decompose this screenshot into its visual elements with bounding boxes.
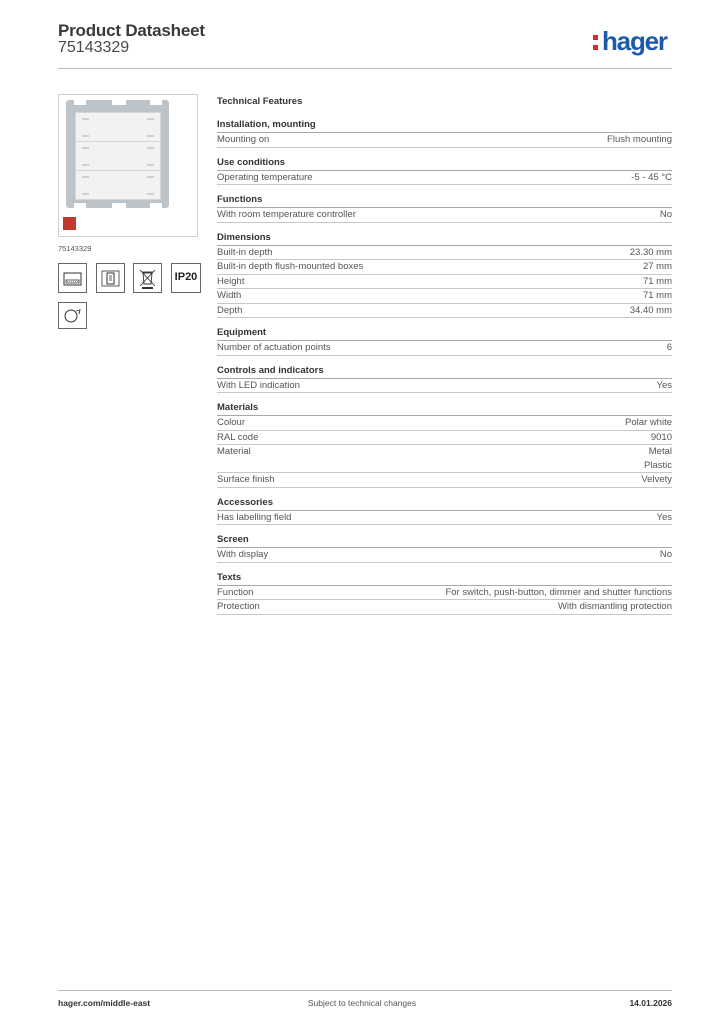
feature-row — [217, 445, 672, 473]
feature-value: Yes — [656, 379, 672, 391]
feature-label: Material — [217, 446, 251, 457]
section-title: Use conditions — [217, 157, 672, 171]
feature-label: Mounting on — [217, 134, 270, 145]
feature-section — [217, 572, 672, 615]
feature-value: For switch, push-button, dimmer and shutter functions — [445, 586, 672, 598]
feature-label: Colour — [217, 417, 245, 428]
feature-row — [217, 473, 672, 488]
section-title: Installation, mounting — [217, 119, 672, 133]
rotation-hand-icon — [58, 302, 87, 329]
features-heading: Technical Features — [217, 96, 303, 107]
feature-row — [217, 431, 672, 446]
feature-row — [217, 416, 672, 431]
feature-label: With room temperature controller — [217, 209, 356, 220]
section-title: Materials — [217, 402, 672, 416]
feature-row — [217, 260, 672, 275]
feature-label: Operating temperature — [217, 171, 313, 183]
product-image — [58, 94, 198, 237]
page-title: Product Datasheet — [58, 21, 205, 40]
hager-logo — [590, 26, 676, 58]
feature-row — [217, 511, 672, 526]
feature-label: Built-in depth flush-mounted boxes — [217, 261, 364, 272]
feature-section — [217, 327, 672, 356]
section-title: Controls and indicators — [217, 365, 672, 379]
feature-label: With display — [217, 549, 269, 560]
feature-value: 71 mm — [642, 290, 672, 301]
logo-dots-icon — [593, 35, 599, 53]
feature-value: 27 mm — [642, 261, 672, 272]
switch-frame — [66, 100, 169, 208]
feature-value: Polar white — [625, 417, 672, 428]
section-title: Equipment — [217, 327, 672, 341]
feature-value: Yes — [656, 511, 672, 523]
feature-row — [217, 275, 672, 290]
feature-value: 71 mm — [642, 275, 672, 287]
feature-label: Surface finish — [217, 474, 275, 485]
product-number-heading: 75143329 — [58, 39, 130, 56]
feature-label: Built-in depth — [217, 246, 273, 258]
header-divider — [58, 68, 672, 69]
feature-section — [217, 402, 672, 488]
feature-row — [217, 171, 672, 186]
feature-label: Height — [217, 275, 245, 287]
feature-row — [217, 289, 672, 304]
feature-label: Protection — [217, 601, 260, 612]
feature-value: Velvety — [641, 474, 672, 485]
feature-value: No — [659, 209, 672, 220]
feature-sections — [217, 119, 672, 615]
feature-section — [217, 497, 672, 526]
footer-divider — [58, 990, 672, 991]
feature-label: With LED indication — [217, 379, 300, 391]
feature-label: Has labelling field — [217, 511, 292, 523]
footer-website: hager.com/middle-east — [58, 998, 151, 1008]
feature-label: RAL code — [217, 431, 259, 443]
feature-value: 6 — [666, 342, 672, 353]
section-title: Functions — [217, 194, 672, 208]
feature-label: Function — [217, 586, 254, 598]
section-title: Dimensions — [217, 232, 672, 246]
feature-value: Metal Plastic — [644, 446, 672, 471]
feature-section — [217, 119, 672, 148]
product-code-caption: 75143329 — [58, 244, 92, 253]
section-title: Screen — [217, 534, 672, 548]
feature-row — [217, 246, 672, 261]
feature-row — [217, 133, 672, 148]
flush-mounting-box-icon — [58, 263, 87, 293]
feature-row — [217, 208, 672, 223]
feature-row — [217, 586, 672, 601]
feature-section — [217, 157, 672, 186]
feature-value: 34.40 mm — [629, 304, 672, 316]
feature-section — [217, 534, 672, 563]
labelling-field-icon — [96, 263, 125, 293]
feature-value: With dismantling protection — [557, 601, 672, 612]
logo-text: hager — [602, 26, 667, 56]
feature-row — [217, 548, 672, 563]
feature-section — [217, 232, 672, 319]
feature-value: 9010 — [650, 431, 672, 443]
feature-label: Width — [217, 290, 242, 301]
ip20-rating-badge: IP20 — [171, 263, 201, 293]
footer-date: 14.01.2026 — [629, 998, 672, 1008]
feature-section — [217, 194, 672, 223]
section-title: Texts — [217, 572, 672, 586]
feature-row — [217, 341, 672, 356]
footer-notice: Subject to technical changes — [307, 998, 417, 1008]
color-swatch — [63, 217, 76, 230]
feature-row — [217, 379, 672, 394]
feature-value: No — [659, 549, 672, 560]
feature-row — [217, 600, 672, 615]
weee-crossed-bin-icon — [133, 263, 162, 293]
technical-features — [217, 96, 672, 624]
feature-label: Depth — [217, 304, 243, 316]
feature-section — [217, 365, 672, 394]
feature-row — [217, 304, 672, 319]
feature-value: 23.30 mm — [629, 246, 672, 258]
feature-value: -5 - 45 °C — [631, 171, 672, 183]
feature-value: Flush mounting — [607, 134, 672, 145]
section-title: Accessories — [217, 497, 672, 511]
feature-label: Number of actuation points — [217, 342, 331, 353]
